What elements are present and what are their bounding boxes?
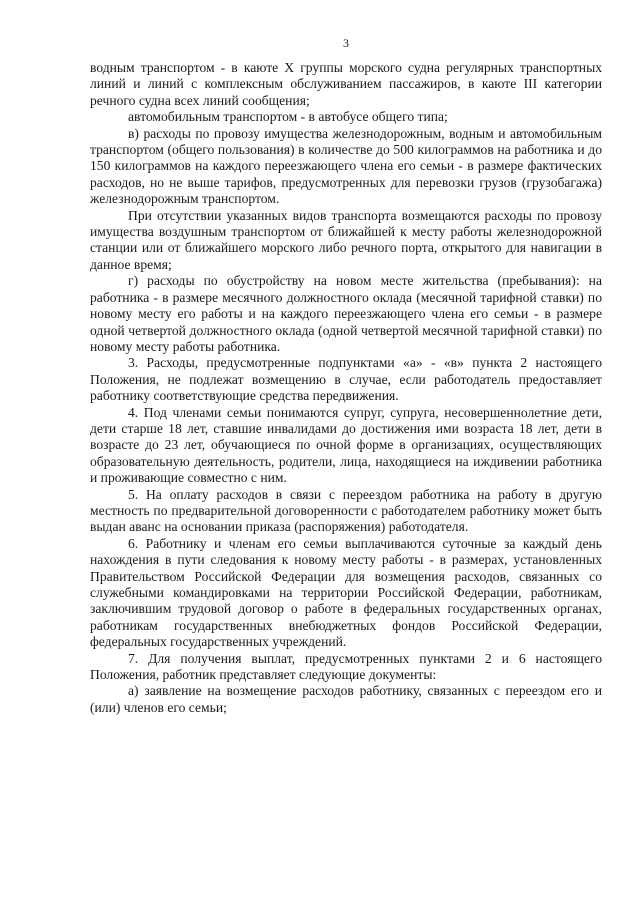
paragraph-item-g: г) расходы по обустройству на новом месте жительства (пребывания): на работника - в размере месячного должностного оклада (месячной тарифной ставки) по новому месту его работы и на каждого переезжающего члена его семьи - в размере одной четвертой должностного оклада (одной четвертой месячной тарифной ставки) по новому месту работы работника.: [90, 273, 602, 354]
paragraph-clause-3: 3. Расходы, предусмотренные подпунктами «а» - «в» пункта 2 настоящего Положения, не подлежат возмещению в случае, если работодатель предоставляет работнику соответствующие средства передвижения.: [90, 355, 602, 404]
paragraph-clause-6: 6. Работнику и членам его семьи выплачиваются суточные за каждый день нахождения в пути следования к новому месту работы - в размерах, установленных Правительством Российской Федерации для возмещения расходов, связанных со служебными командировками на территории Российской Федерации, работникам, заключившим трудовой договор о работе в федеральных государственных органах, работникам государственных внебюджетных фондов Российской Федерации, федеральных государственных учреждений.: [90, 535, 602, 650]
paragraph-transport-water: водным транспортом - в каюте X группы морского судна регулярных транспортных линий и линий с комплексным обслуживанием пассажиров, в каюте III категории речного судна всех линий сообщения;: [90, 60, 602, 108]
paragraph-air-transport: При отсутствии указанных видов транспорта возмещаются расходы по провозу имущества воздушным транспортом от ближайшей к месту работы железнодорожной станции или от ближайшего морского либо речного порта, открытого для навигации в данное время;: [90, 207, 602, 272]
paragraph-clause-7: 7. Для получения выплат, предусмотренных пунктами 2 и 6 настоящего Положения, работник представляет следующие документы:: [90, 650, 602, 683]
paragraph-transport-auto: автомобильным транспортом - в автобусе общего типа;: [128, 109, 448, 125]
paragraph-clause-4: 4. Под членами семьи понимаются супруг, супруга, несовершеннолетние дети, дети старше 18 лет, ставшие инвалидами до достижения ими возраста 18 лет, дети в возрасте до 23 лет, обучающиеся по очной форме в организациях, осуществляющих образовательную деятельность, родители, лица, находящиеся на иждивении работника и проживающие совместно с ним.: [90, 404, 602, 486]
paragraph-item-a: а) заявление на возмещение расходов работнику, связанных с переездом его и (или) членов его семьи;: [90, 683, 602, 715]
paragraph-clause-5: 5. На оплату расходов в связи с переездом работника на работу в другую местность по предварительной договоренности с работодателем работнику может быть выдан аванс на основании приказа (распоряжения) работодателя.: [90, 486, 602, 535]
page-number: 3: [343, 36, 349, 50]
paragraph-item-v: в) расходы по провозу имущества железнодорожным, водным и автомобильным транспортом (общего пользования) в количестве до 500 килограммов на работника и до 150 килограммов на каждого переезжающего члена его семьи - в размере фактических расходов, но не выше тарифов, предусмотренных для перевозки грузов (грузобагажа) железнодорожным транспортом.: [90, 125, 602, 207]
